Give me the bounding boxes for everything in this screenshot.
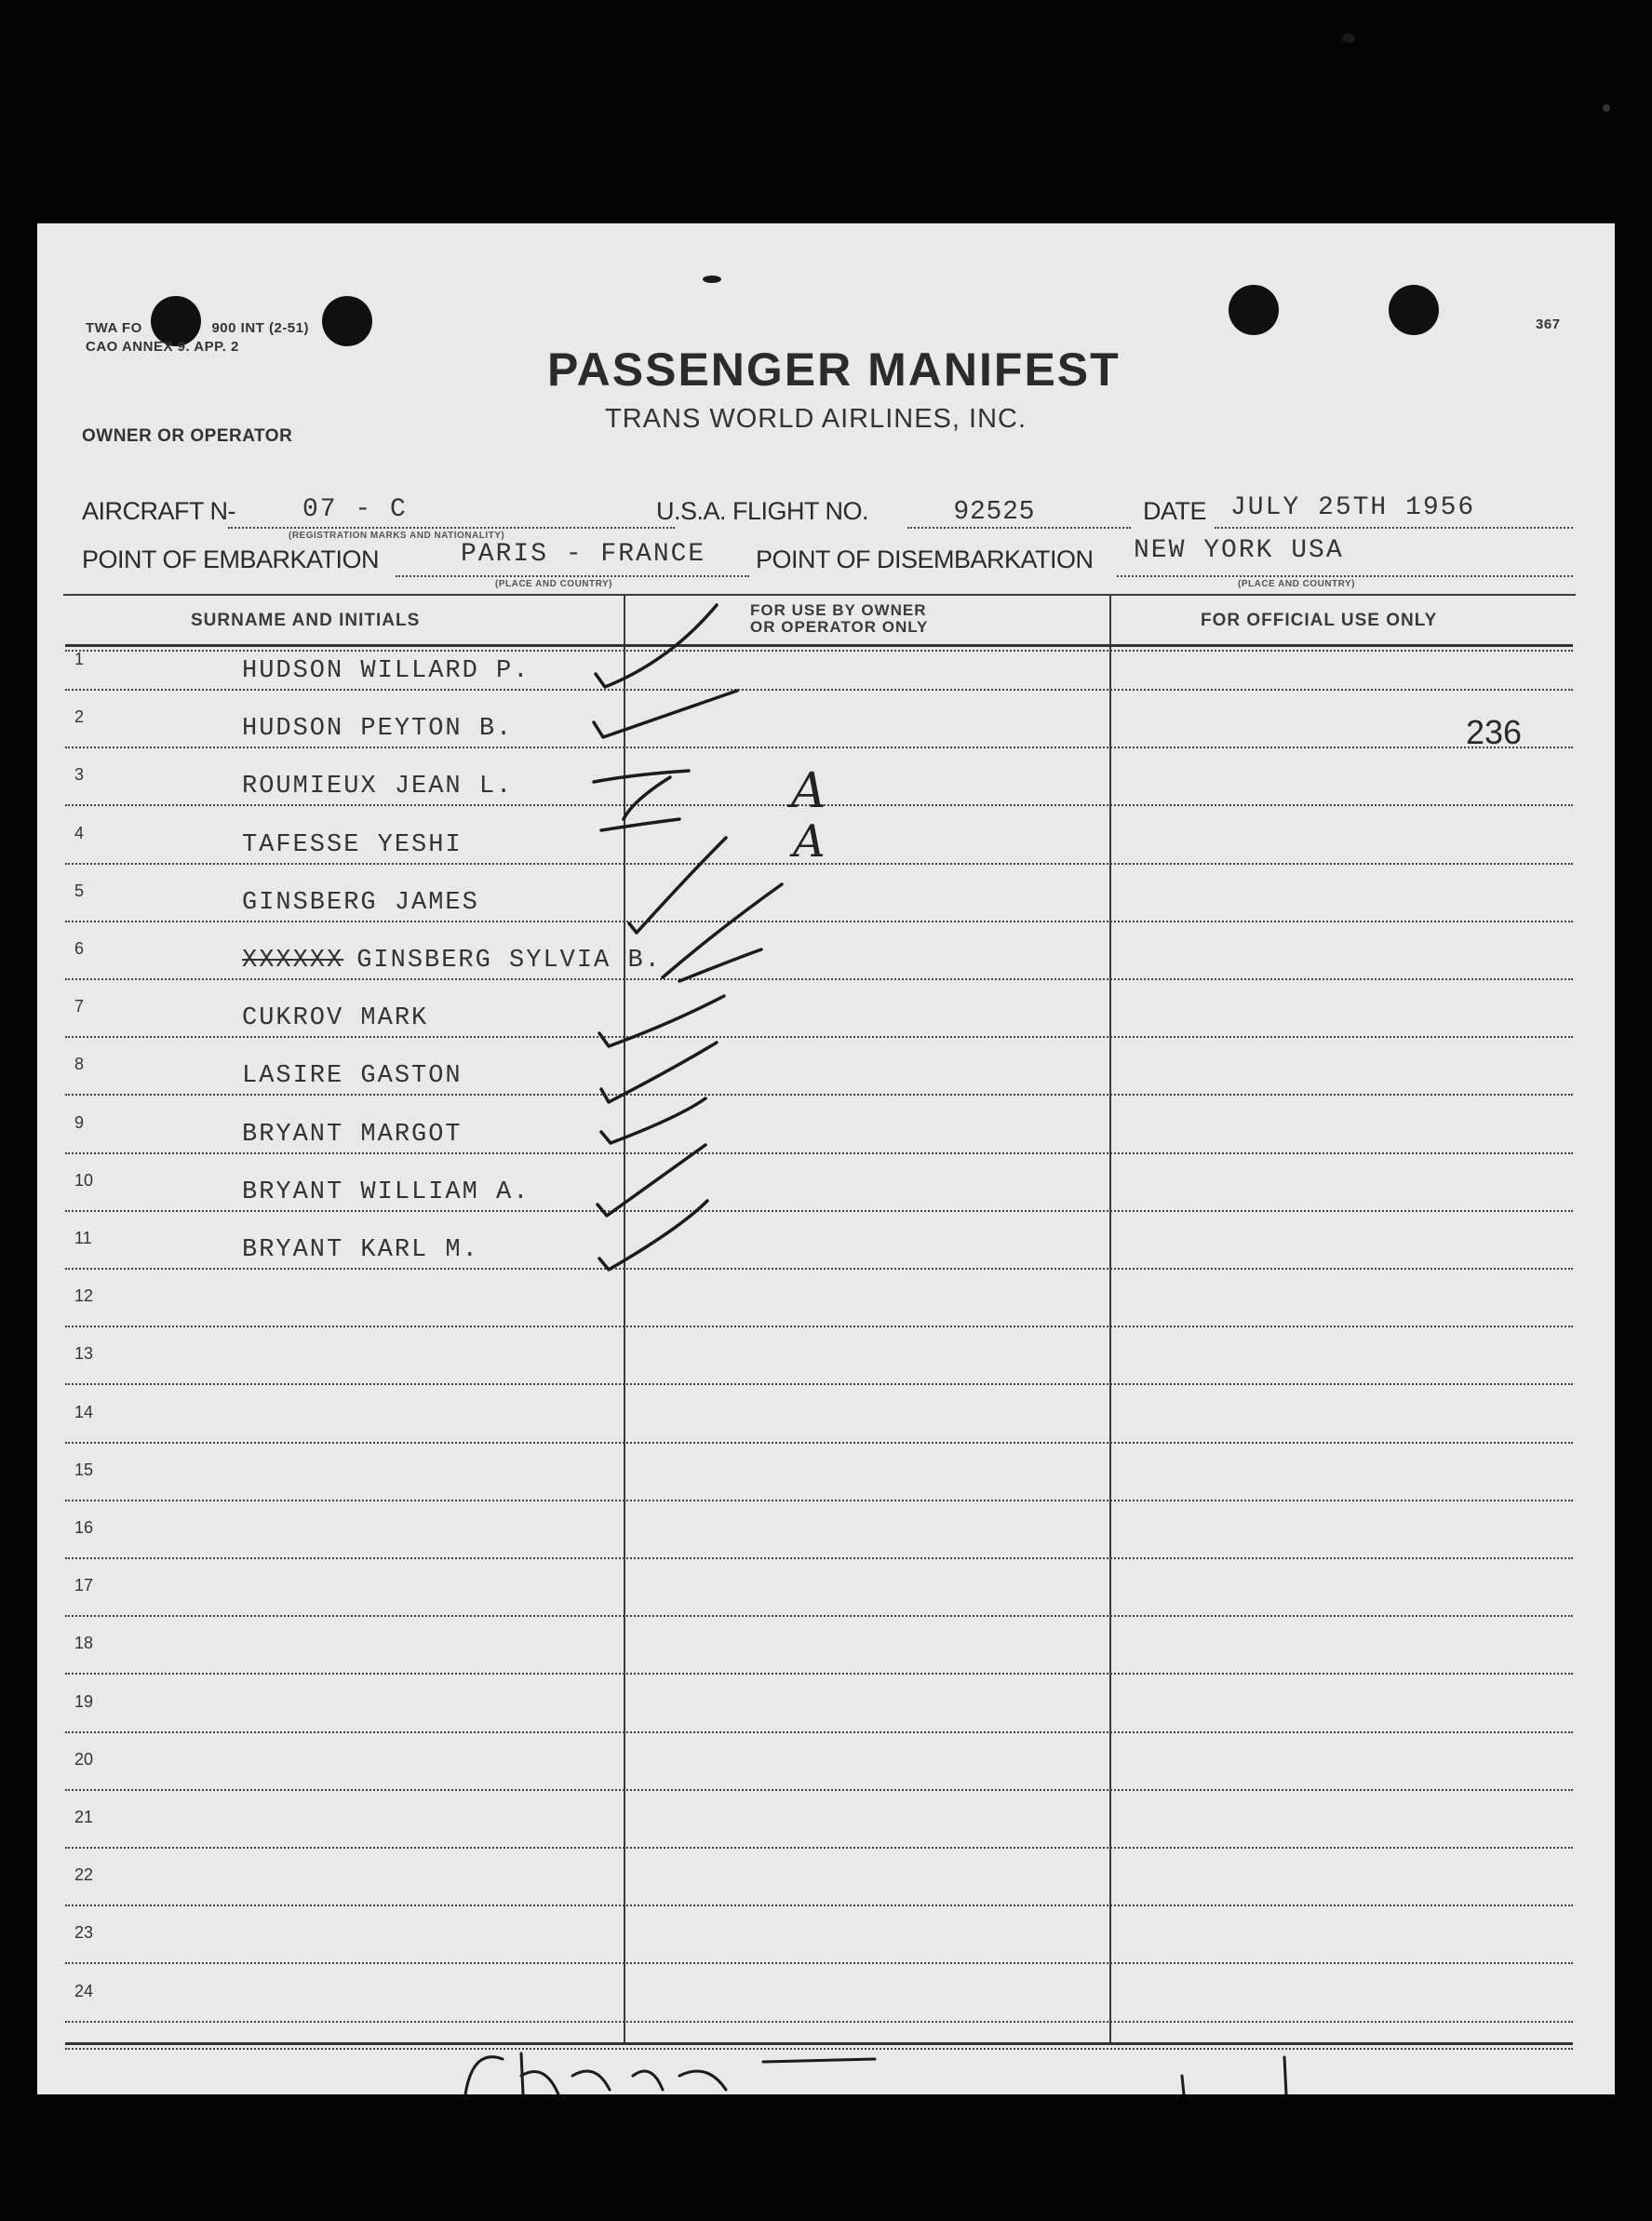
passenger-name: ROUMIEUX JEAN L. — [242, 773, 514, 801]
row-number: 4 — [74, 823, 85, 842]
form-id-line1: TWA FO 900 INT (2-51) — [86, 320, 309, 336]
passenger-name: HUDSON WILLARD P. — [242, 657, 531, 685]
row-number: 7 — [74, 997, 85, 1016]
row-number: 16 — [74, 1518, 94, 1537]
embarkation-value: PARIS - FRANCE — [461, 540, 706, 569]
row-number: 11 — [74, 1229, 92, 1247]
row-number: 21 — [74, 1808, 94, 1826]
date-label: DATE — [1143, 497, 1207, 525]
aircraft-value: 07 - C — [302, 495, 408, 524]
row-number: 19 — [74, 1691, 94, 1711]
form-title: PASSENGER MANIFEST — [547, 343, 1121, 396]
handwritten-checkmarks — [37, 223, 1615, 2094]
scan-speck — [1603, 104, 1610, 112]
manifest-page — [37, 223, 1615, 2094]
row-number: 15 — [74, 1460, 94, 1479]
form-id-line2: CAO ANNEX 9. APP. 2 — [86, 339, 239, 355]
column-header-owner-use-2: OR OPERATOR ONLY — [750, 618, 929, 636]
place-caption-embark: (PLACE AND COUNTRY) — [495, 579, 612, 589]
registration-caption: (REGISTRATION MARKS AND NATIONALITY) — [289, 531, 505, 541]
owner-mark-a: A — [793, 815, 826, 868]
row-number: 2 — [74, 707, 85, 727]
place-caption-disembark: (PLACE AND COUNTRY) — [1238, 579, 1355, 589]
row-number: 1 — [74, 650, 85, 668]
row-number: 3 — [74, 765, 85, 785]
row-number: 10 — [74, 1170, 94, 1190]
passenger-name: BRYANT WILLIAM A. — [242, 1178, 531, 1206]
column-header-official: FOR OFFICIAL USE ONLY — [1201, 611, 1438, 630]
row-number: 17 — [74, 1576, 94, 1595]
scan-speck — [1342, 34, 1355, 43]
form-subtitle: TRANS WORLD AIRLINES, INC. — [605, 404, 1027, 434]
passenger-name-text: GINSBERG SYLVIA B. — [356, 947, 662, 975]
row-number: 9 — [74, 1112, 85, 1132]
struck-text: XXXXXX — [242, 947, 344, 975]
row-number: 22 — [74, 1865, 94, 1885]
date-value: JULY 25TH 1956 — [1230, 493, 1476, 522]
owner-mark-a: A — [791, 763, 826, 819]
passenger-name: BRYANT KARL M. — [242, 1236, 479, 1264]
row-number: 14 — [74, 1402, 94, 1421]
passenger-name: TAFESSE YESHI — [242, 830, 463, 859]
row-number: 12 — [74, 1286, 94, 1306]
passenger-name: GINSBERG JAMES — [242, 888, 479, 917]
column-header-owner-use-1: FOR USE BY OWNER — [750, 601, 927, 619]
owner-operator-label: OWNER OR OPERATOR — [82, 426, 293, 446]
passenger-name: LASIRE GASTON — [242, 1062, 463, 1091]
row-number: 18 — [74, 1634, 94, 1653]
passenger-name: HUDSON PEYTON B. — [242, 715, 514, 744]
row-number: 6 — [74, 939, 85, 958]
embarkation-label: POINT OF EMBARKATION — [82, 545, 380, 573]
disembarkation-label: POINT OF DISEMBARKATION — [756, 545, 1094, 573]
passenger-name: BRYANT MARGOT — [242, 1120, 463, 1149]
row-number: 13 — [74, 1344, 94, 1364]
column-header-surname: SURNAME AND INITIALS — [191, 611, 421, 630]
disembarkation-value: NEW YORK USA — [1134, 536, 1344, 565]
row-number: 24 — [74, 1981, 94, 2000]
row-number: 23 — [74, 1923, 94, 1943]
page-number: 367 — [1536, 316, 1561, 332]
row-number: 20 — [74, 1749, 94, 1769]
flight-number-label: U.S.A. FLIGHT NO. — [656, 497, 869, 525]
row-number: 5 — [74, 881, 85, 900]
passenger-name: CUKROV MARK — [242, 1004, 429, 1033]
flight-number-value: 92525 — [954, 495, 1036, 524]
row-number: 8 — [74, 1055, 85, 1074]
official-note: 236 — [1466, 713, 1523, 751]
aircraft-label: AIRCRAFT N- — [82, 497, 236, 525]
